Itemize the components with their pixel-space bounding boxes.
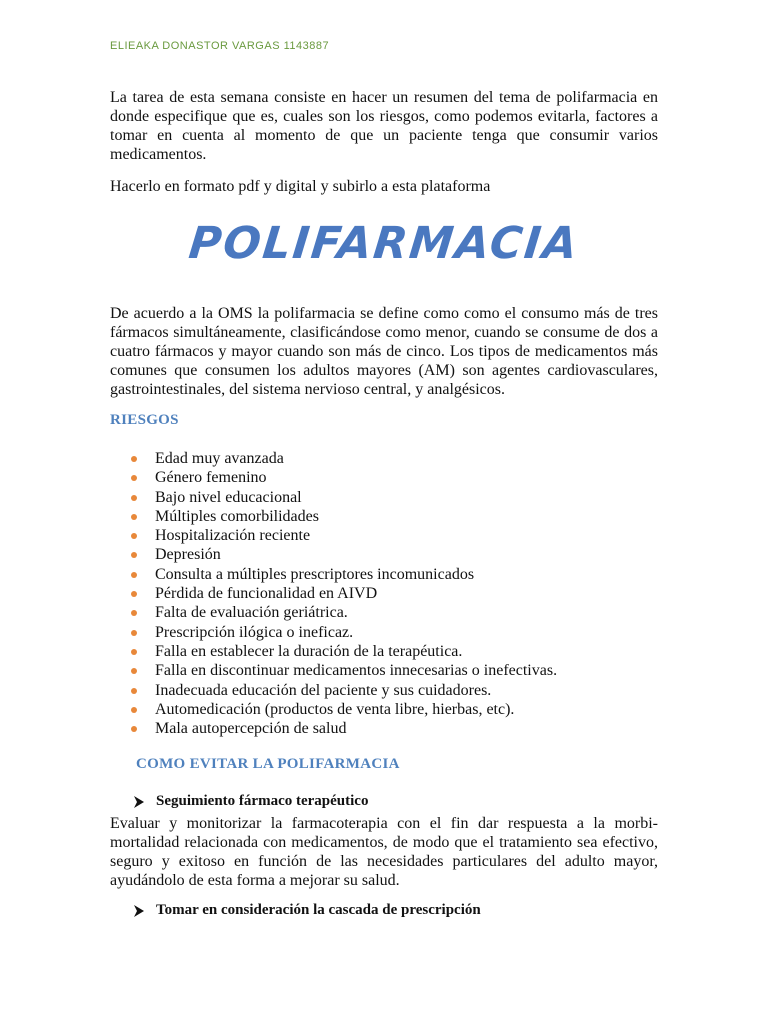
bullet-icon	[131, 572, 137, 578]
bullet-icon	[131, 649, 137, 655]
bullet-icon	[131, 630, 137, 636]
risk-list-item	[110, 603, 557, 622]
bullet-icon	[131, 552, 137, 558]
risk-label: Consulta a múltiples prescriptores incomunicados	[155, 565, 475, 583]
definition-paragraph: De acuerdo a la OMS la polifarmacia se define como como el consumo más de tres fármacos simultáneamente, clasificándose como menor, cuando se consume de dos a cuatro fármacos y mayor cuando son más de cinco. Los tipos de medicamentos más comunes que consumen los adultos mayores (AM) son agentes cardiovasculares, gastrointestinales, del sistema nervioso central, y analgésicos.	[110, 305, 658, 398]
risk-list-item	[110, 584, 557, 603]
risk-label: Prescripción ilógica o ineficaz.	[155, 623, 354, 641]
bullet-icon	[131, 707, 137, 713]
bullet-icon	[131, 726, 137, 732]
subheading-label: Seguimiento fármaco terapéutico	[156, 793, 369, 809]
risk-list-item	[110, 449, 557, 468]
risk-label: Pérdida de funcionalidad en AIVD	[155, 585, 378, 603]
risk-label: Mala autopercepción de salud	[155, 720, 347, 738]
risk-list-item	[110, 661, 557, 680]
risks-list	[110, 449, 557, 738]
risk-label: Falta de evaluación geriátrica.	[155, 604, 348, 622]
subheading-cascada	[134, 902, 481, 919]
seguimiento-paragraph: Evaluar y monitorizar la farmacoterapia con el fin dar respuesta a la morbi-mortalidad relacionada con medicamentos, de modo que el tratamiento sea efectivo, seguro y exitoso en función de las necesidades particulares del adulto mayor, ayudándolo de esta forma a mejorar su salud.	[110, 815, 658, 889]
bullet-icon	[131, 591, 137, 597]
risk-list-item	[110, 700, 557, 719]
author-header: ELIEAKA DONASTOR VARGAS 1143887	[110, 40, 330, 52]
bullet-icon	[131, 610, 137, 616]
bullet-icon	[131, 668, 137, 674]
bullet-icon	[131, 495, 137, 501]
risk-list-item	[110, 545, 557, 564]
risk-list-item	[110, 565, 557, 584]
risk-list-item	[110, 468, 557, 487]
arrow-bullet-icon	[134, 796, 144, 808]
bullet-icon	[131, 533, 137, 539]
risk-label: Automedicación (productos de venta libre, hierbas, etc).	[155, 700, 515, 718]
risk-list-item	[110, 623, 557, 642]
document-title: POLIFARMACIA	[186, 218, 582, 269]
risk-label: Bajo nivel educacional	[155, 488, 302, 506]
avoid-heading: COMO EVITAR LA POLIFARMACIA	[136, 756, 400, 772]
risk-list-item	[110, 719, 557, 738]
bullet-icon	[131, 456, 137, 462]
instruction-paragraph: Hacerlo en formato pdf y digital y subirlo a esta plataforma	[110, 178, 491, 195]
subheading-label: Tomar en consideración la cascada de prescripción	[156, 902, 481, 918]
bullet-icon	[131, 475, 137, 481]
risk-label: Múltiples comorbilidades	[155, 507, 319, 525]
risk-list-item	[110, 642, 557, 661]
intro-paragraph: La tarea de esta semana consiste en hacer un resumen del tema de polifarmacia en donde especifique que es, cuales son los riesgos, como podemos evitarla, factores a tomar en cuenta al momento de que un paciente tenga que consumir varios medicamentos.	[110, 89, 658, 163]
risk-list-item	[110, 681, 557, 700]
subheading-seguimiento	[134, 793, 368, 810]
risk-label: Género femenino	[155, 469, 267, 487]
bullet-icon	[131, 688, 137, 694]
risk-label: Edad muy avanzada	[155, 450, 284, 467]
risk-list-item	[110, 507, 557, 526]
risk-label: Falla en establecer la duración de la terapéutica.	[155, 642, 463, 660]
risk-list-item	[110, 488, 557, 507]
arrow-bullet-icon	[134, 905, 144, 917]
risk-label: Hospitalización reciente	[155, 527, 311, 545]
risk-list-item	[110, 526, 557, 545]
risk-label: Falla en discontinuar medicamentos innecesarias o inefectivas.	[155, 662, 558, 680]
risk-label: Inadecuada educación del paciente y sus cuidadores.	[155, 681, 492, 699]
risk-label: Depresión	[155, 546, 221, 564]
risks-heading: RIESGOS	[110, 412, 179, 428]
bullet-icon	[131, 514, 137, 520]
